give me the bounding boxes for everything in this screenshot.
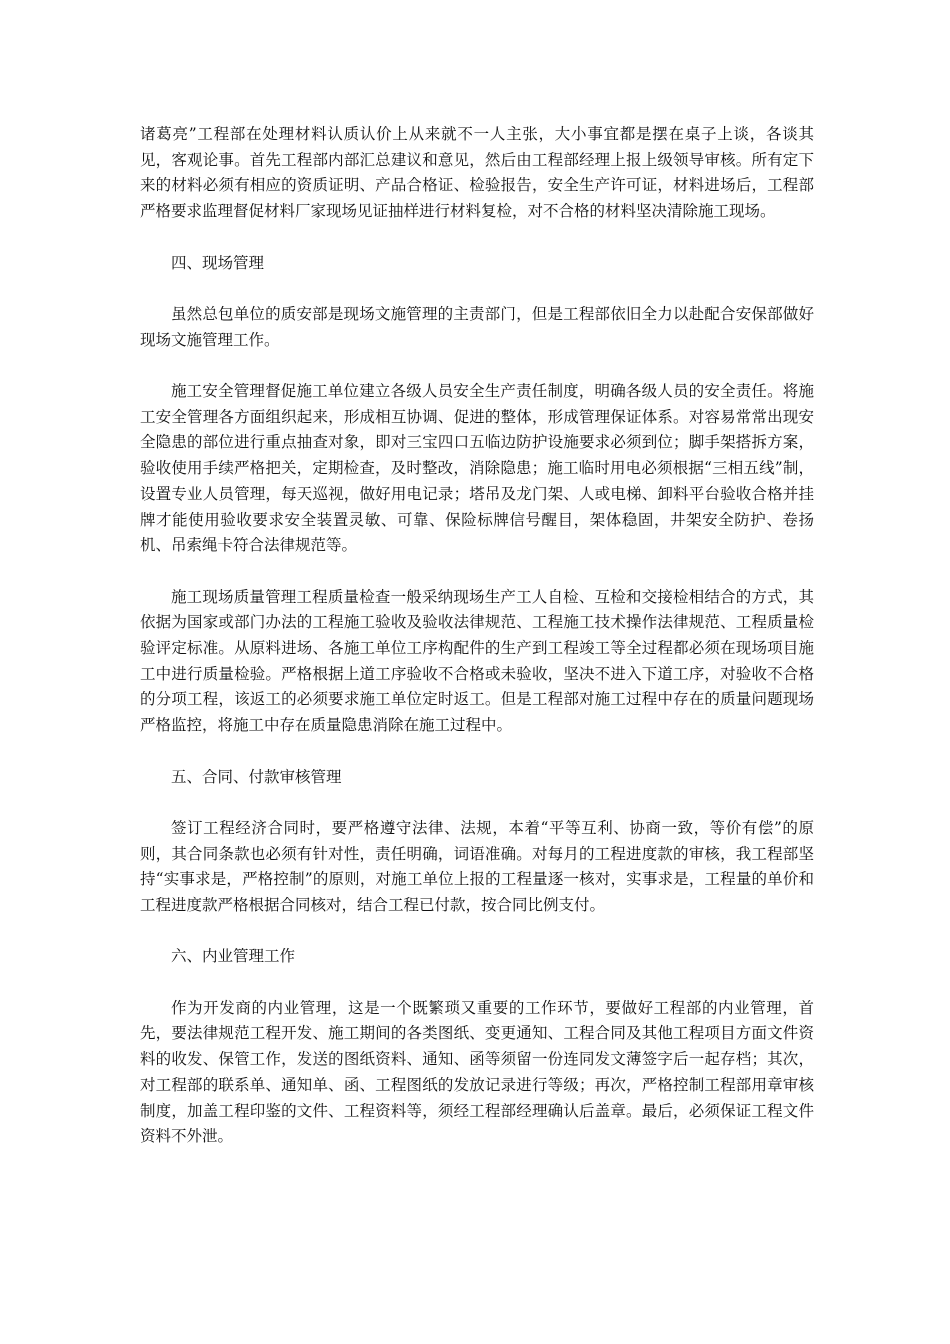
paragraph-construction-safety: 施工安全管理督促施工单位建立各级人员安全生产责任制度，明确各级人员的安全责任。将施工安全管理各方面组织起来，形成相互协调、促进的整体，形成管理保证体系。对容易常常出现安全隐患的部位进行重点抽查对象，即对三宝四口五临边防护设施要求必须到位；脚手架搭拆方案，验收使用手续严格把关，定期检查，及时整改，消除隐患；施工临时用电必须根据“三相五线”制，设置专业人员管理，每天巡视，做好用电记录；塔吊及龙门架、人或电梯、卸料平台验收合格并挂牌才能使用验收要求安全装置灵敏、可靠、保险标牌信号醒目，架体稳固，井架安全防护、卷扬机、吊索绳卡符合法律规范等。 xyxy=(140,381,814,555)
paragraph-construction-quality: 施工现场质量管理工程质量检查一般采纳现场生产工人自检、互检和交接检相结合的方式，其依据为国家或部门办法的工程施工验收及验收法律规范、工程施工技术操作法律规范、工程质量检验评定标准。从原料进场、各施工单位工序构配件的生产到工程竣工等全过程都必须在现场项目施工中进行质量检验。严格根据上道工序验收不合格或未验收，坚决不进入下道工序，对验收不合格的分项工程，该返工的必须要求施工单位定时返工。但是工程部对施工过程中存在的质量问题现场严格监控，将施工中存在质量隐患消除在施工过程中。 xyxy=(140,587,814,735)
paragraph-material-approval: 诸葛亮”工程部在处理材料认质认价上从来就不一人主张，大小事宜都是摆在桌子上谈，各谈其见，客观论事。首先工程部内部汇总建议和意见，然后由工程部经理上报上级领导审核。所有定下来的材料必须有相应的资质证明、产品合格证、检验报告，安全生产许可证，材料进场后，工程部严格要求监理督促材料厂家现场见证抽样进行材料复检，对不合格的材料坚决清除施工现场。 xyxy=(140,125,814,221)
paragraph-contract-review: 签订工程经济合同时，要严格遵守法律、法规，本着“平等互利、协商一致，等价有偿”的原则，其合同条款也必须有针对性，责任明确，词语准确。对每月的工程进度款的审核，我工程部坚持“实事求是，严格控制”的原则，对施工单位上报的工程量逐一核对，实事求是，工程量的单价和工程进度款严格根据合同核对，结合工程已付款，按合同比例支付。 xyxy=(140,818,814,914)
paragraph-internal-affairs: 作为开发商的内业管理，这是一个既繁琐又重要的工作环节，要做好工程部的内业管理，首先，要法律规范工程开发、施工期间的各类图纸、变更通知、工程合同及其他工程项目方面文件资料的收发、保管工作，发送的图纸资料、通知、函等须留一份连同发文薄签字后一起存档；其次，对工程部的联系单、通知单、函、工程图纸的发放记录进行等级；再次，严格控制工程部用章审核制度，加盖工程印鉴的文件、工程资料等，须经工程部经理确认后盖章。最后，必须保证工程文件资料不外泄。 xyxy=(140,998,814,1146)
document-page xyxy=(140,122,814,1176)
section-heading-site-management: 四、现场管理 xyxy=(171,253,265,272)
section-heading-contract-payment: 五、合同、付款审核管理 xyxy=(171,767,342,786)
paragraph-site-civil-management: 虽然总包单位的质安部是现场文施管理的主责部门，但是工程部依旧全力以赴配合安保部做好现场文施管理工作。 xyxy=(140,304,814,349)
section-heading-internal-affairs: 六、内业管理工作 xyxy=(171,947,296,966)
